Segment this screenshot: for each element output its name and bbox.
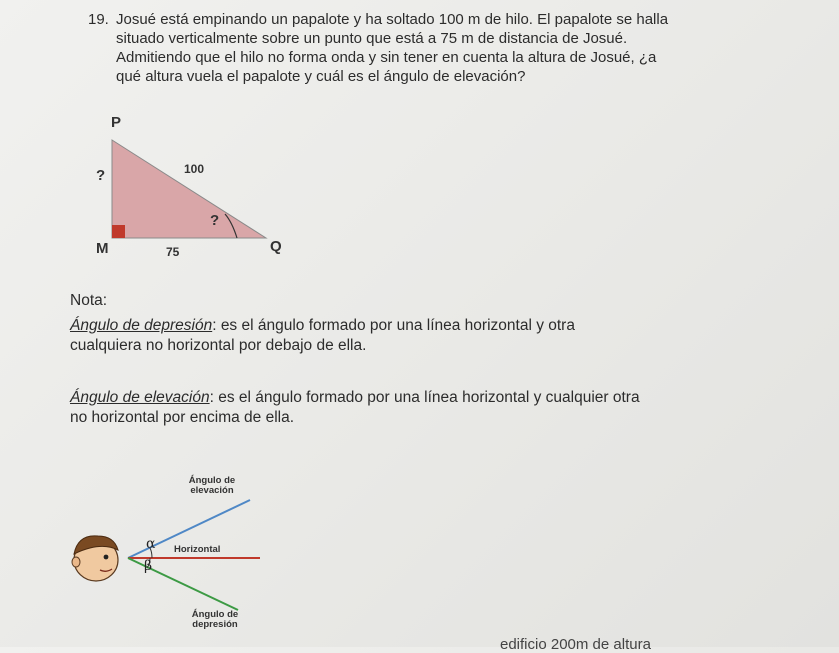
definition-depresion [70, 316, 830, 356]
right-angle-marker [112, 225, 125, 238]
footer-fragment-text: edificio 200m de altura [500, 636, 651, 653]
problem-statement [88, 10, 828, 86]
problem-line-1: Josué está empinando un papalote y ha soltado 100 m de hilo. El papalote se halla [116, 11, 669, 28]
problem-line-2: situado verticalmente sobre un punto que está a 75 m de distancia de Josué. [116, 30, 628, 47]
angle-unknown-label: ? [210, 212, 220, 229]
problem-text [108, 10, 828, 86]
term-elevacion: Ángulo de elevación [70, 389, 210, 406]
elevation-label-line1: Ángulo de [188, 475, 236, 486]
problem-line-4: qué altura vuela el papalote y cuál es el ángulo de elevación? [116, 68, 526, 85]
hypotenuse-label: 100 [184, 162, 205, 176]
vertex-p-label: P [111, 114, 122, 131]
term-depresion: Ángulo de depresión [70, 317, 213, 334]
horizontal-label: Horizontal [174, 544, 221, 555]
boy-face-icon [72, 536, 118, 581]
nota-title: Nota: [70, 292, 108, 309]
depresion-definition-text: : es el ángulo formado por una línea horizontal y otra [212, 317, 575, 334]
alpha-symbol: α [146, 536, 156, 552]
elevacion-definition-text: : es el ángulo formado por una línea horizontal y cualquier otra [209, 389, 640, 406]
elevation-label-line2: elevación [190, 485, 234, 496]
depression-label-line1: Ángulo de [191, 609, 239, 620]
height-unknown-label: ? [96, 167, 106, 184]
elevacion-definition-line2: no horizontal por encima de ella. [70, 409, 295, 426]
depresion-definition-line2: cualquiera no horizontal por debajo de ella. [70, 337, 367, 354]
problem-number: 19. [88, 11, 109, 28]
depression-label-line2: depresión [192, 619, 238, 630]
base-label: 75 [166, 245, 180, 259]
triangle-shape [112, 140, 266, 238]
problem-line-3: Admitiendo que el hilo no forma onda y sin tener en cuenta la altura de Josué, ¿a [116, 49, 657, 66]
vertex-m-label: M [96, 240, 109, 257]
depression-angle-label [178, 610, 252, 630]
definition-elevacion [70, 388, 830, 428]
vertex-q-label: Q [270, 238, 282, 255]
angles-figure [60, 460, 280, 640]
elevation-angle-label [172, 476, 252, 496]
beta-symbol: β [144, 558, 153, 574]
right-triangle-diagram [84, 110, 304, 280]
